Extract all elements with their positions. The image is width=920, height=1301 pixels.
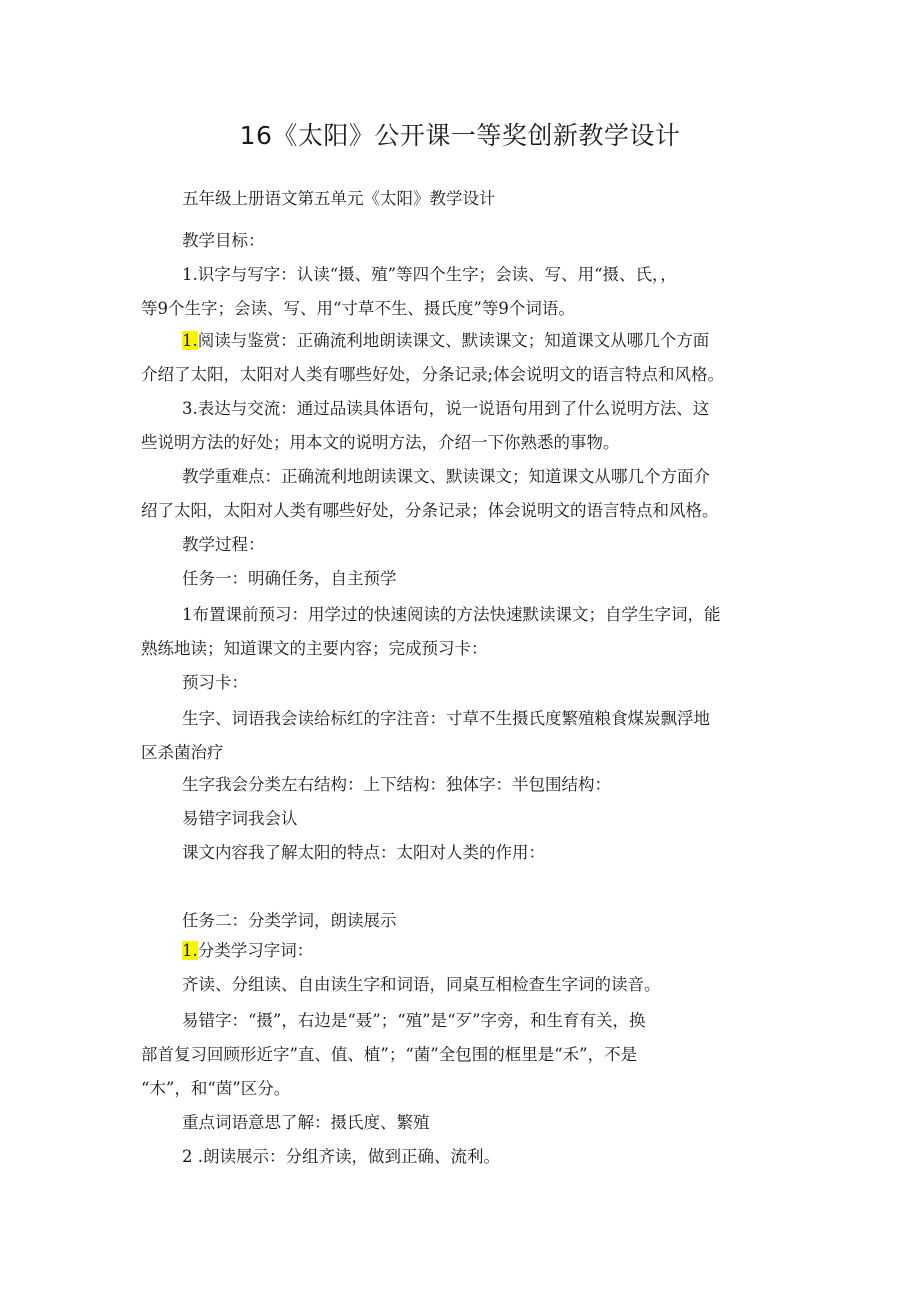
paragraph: 齐读、分组读、自由读生字和词语，同桌互相检查生字词的读音。 — [182, 975, 661, 994]
paragraph: 教学过程： — [182, 535, 265, 554]
paragraph: 教学重难点：正确流利地朗读课文、默读课文；知道课文从哪几个方面介 — [182, 467, 710, 486]
paragraph: 预习卡： — [182, 673, 248, 692]
paragraph: 任务一：明确任务，自主预学 — [182, 569, 397, 588]
paragraph: 1.识字与写字：认读“摄、殖”等四个生字；会读、写、用“摄、氏，， — [182, 265, 677, 284]
paragraph: 部首复习回顾形近字”直、值、植”；“菌”全包围的框里是“禾”，不是 — [141, 1045, 638, 1064]
paragraph — [141, 934, 781, 968]
paragraph: 重点词语意思了解：摄氏度、繁殖 — [182, 1113, 430, 1132]
paragraph: 生字我会分类左右结构：上下结构：独体字：半包围结构： — [182, 775, 611, 794]
paragraph: 3.表达与交流：通过品读具体语句，说一说语句用到了什么说明方法、这 — [182, 399, 710, 418]
highlighted-number: 1. — [182, 941, 198, 960]
paragraph: 易错字：“摄”，右边是“聂”；“殖”是“歹”字旁，和生育有关，换 — [182, 1011, 646, 1030]
paragraph: “木”，和“茵”区分。 — [141, 1079, 291, 1098]
document-title: 16《太阳》公开课一等奖创新教学设计 — [239, 121, 681, 150]
paragraph: 区杀菌治疗 — [141, 743, 224, 762]
paragraph: 2 .朗读展示：分组齐读，做到正确、流利。 — [182, 1147, 500, 1166]
paragraph — [141, 324, 781, 358]
paragraph: 1布置课前预习：用学过的快速阅读的方法快速默读课文；自学生字词，能 — [182, 605, 721, 624]
paragraph: 教学目标： — [182, 231, 265, 250]
paragraph: 绍了太阳，太阳对人类有哪些好处，分条记录；体会说明文的语言特点和风格。 — [141, 501, 719, 520]
paragraph: 些说明方法的好处；用本文的说明方法，介绍一下你熟悉的事物。 — [141, 433, 620, 452]
paragraph: 任务二：分类学词，朗读展示 — [182, 911, 397, 930]
paragraph-text: 阅读与鉴赏：正确流利地朗读课文、默读课文；知道课文从哪几个方面 — [197, 331, 710, 350]
highlighted-number: 1. — [182, 331, 198, 350]
paragraph: 熟练地读；知道课文的主要内容；完成预习卡： — [141, 639, 488, 658]
paragraph: 易错字词我会认 — [182, 809, 298, 828]
paragraph: 课文内容我了解太阳的特点：太阳对人类的作用： — [182, 843, 545, 862]
paragraph: 五年级上册语文第五单元《太阳》教学设计 — [182, 189, 496, 208]
paragraph: 生字、词语我会读给标红的字注音：寸草不生摄氏度繁殖粮食煤炭飘浮地 — [182, 709, 710, 728]
paragraph: 介绍了太阳，太阳对人类有哪些好处，分条记录;体会说明文的语言特点和风格。 — [141, 365, 725, 384]
paragraph-text: 分类学习字词： — [197, 941, 314, 960]
paragraph: 等9个生字；会读、写、用“寸草不生、摄氏度”等9个词语。 — [141, 299, 575, 318]
